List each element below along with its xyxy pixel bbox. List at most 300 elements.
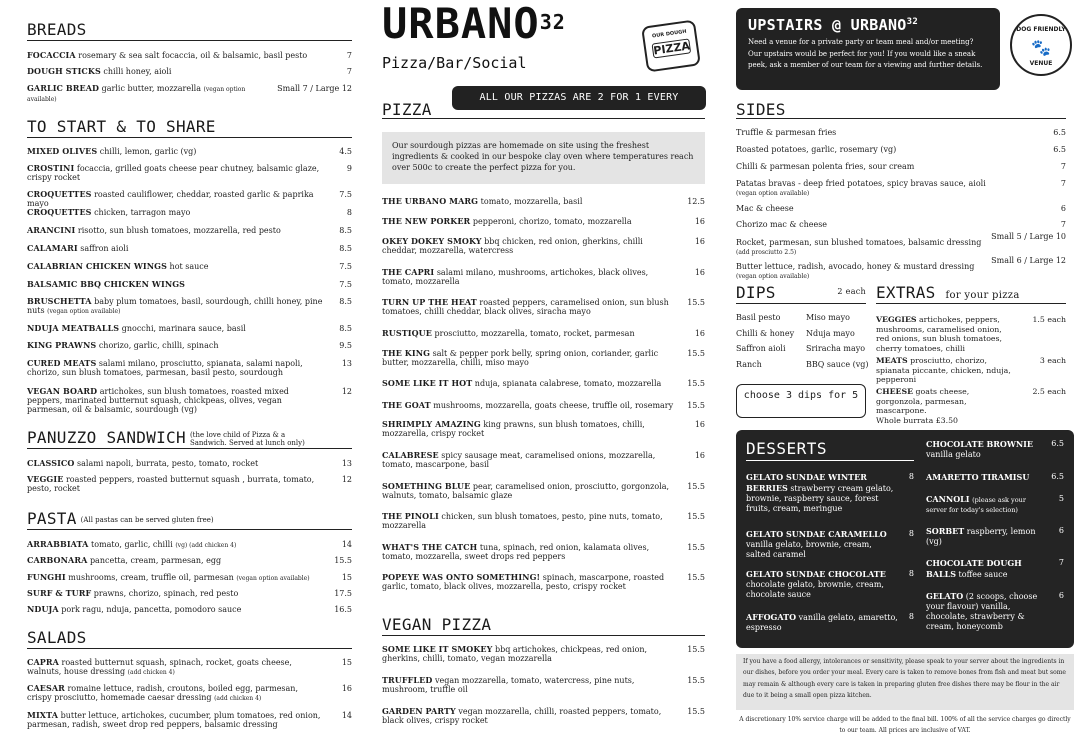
- dessert-name: CHOCOLATE DOUGH BALLS: [926, 558, 1022, 579]
- menu-item: [27, 459, 352, 468]
- item-name: GARLIC BREAD: [27, 83, 100, 93]
- menu-item: [382, 451, 705, 469]
- item-price: 15.5: [687, 349, 705, 358]
- item-text: [382, 420, 705, 438]
- item-name: DOUGH STICKS: [27, 66, 101, 76]
- menu-item: [27, 711, 352, 729]
- item-price: 15: [341, 658, 352, 667]
- item-text: [382, 451, 705, 469]
- menu-item: [27, 589, 352, 598]
- dessert-item: [926, 439, 1064, 460]
- logo-name: URBANO: [382, 0, 540, 48]
- item-name: RUSTIQUE: [382, 328, 432, 338]
- dessert-text: [926, 472, 1064, 483]
- dessert-name: AMARETTO TIRAMISU: [926, 472, 1030, 482]
- side-item: [736, 204, 1066, 213]
- menu-item: [27, 658, 352, 677]
- item-description: mushrooms, mozzarella, goats cheese, truffle oil, rosemary: [433, 401, 674, 410]
- side-item: [736, 256, 1066, 281]
- dessert-name: SORBET: [926, 526, 965, 536]
- side-description: Chorizo mac & cheese: [736, 220, 828, 229]
- item-name: CAPRA: [27, 657, 59, 667]
- item-price: 16: [341, 684, 352, 693]
- upstairs-box: [736, 8, 1000, 90]
- dessert-item: [926, 494, 1064, 515]
- item-name: VEGAN BOARD: [27, 386, 98, 396]
- pasta-title: PASTA: [27, 509, 77, 528]
- item-name: VEGGIE: [27, 474, 64, 484]
- item-price: 8: [346, 208, 352, 217]
- item-description: baby plum tomatoes, basil, sourdough, chilli honey, pine nuts: [27, 297, 323, 316]
- item-name: THE CAPRI: [382, 267, 435, 277]
- menu-item: [382, 543, 705, 561]
- dessert-price: 8: [908, 472, 914, 481]
- dessert-description: vanilla gelato: [926, 450, 981, 459]
- side-price: 7: [1060, 179, 1066, 188]
- stamp-top-text: OUR DOUGH: [651, 28, 687, 40]
- item-note: (vegan option available): [27, 86, 246, 104]
- item-description: butter lettuce, artichokes, cucumber, plum tomatoes, red onion, parmesan, radish, sweet drop red peppers, balsamic dressing: [27, 711, 321, 730]
- item-description: risotto, sun blush tomatoes, mozzarella, red pesto: [77, 226, 281, 235]
- dip-item: Saffron aioli: [736, 344, 786, 353]
- item-text: [382, 298, 705, 316]
- dessert-item: [926, 472, 1064, 483]
- side-item: [736, 145, 1066, 154]
- extras-title: EXTRAS: [876, 283, 936, 302]
- vegan-heading: VEGAN PIZZA: [382, 615, 705, 636]
- item-price: 8.5: [339, 324, 352, 333]
- extra-description: goats cheese, gorgonzola, parmesan, mascarpone.: [876, 387, 970, 416]
- menu-item: [27, 605, 352, 614]
- item-name: SURF & TURF: [27, 588, 92, 598]
- item-text: [27, 341, 352, 350]
- item-description: salami napoli, burrata, pesto, tomato, rocket: [77, 459, 259, 468]
- side-price: Small 5 / Large 10: [991, 232, 1066, 241]
- upstairs-title-text: UPSTAIRS @ URBANO: [748, 16, 907, 34]
- dessert-text: [926, 494, 1064, 515]
- item-text: [27, 556, 352, 565]
- item-description: pancetta, cream, parmesan, egg: [89, 556, 222, 565]
- desserts-box: [736, 430, 1074, 648]
- item-name: CURED MEATS: [27, 358, 97, 368]
- menu-item: [382, 482, 705, 500]
- item-name: NDUJA: [27, 604, 59, 614]
- item-price: 15.5: [687, 573, 705, 582]
- pizza-divider: [382, 118, 705, 119]
- side-description: Patatas bravas - deep fried potatoes, spicy bravas sauce, aioli: [736, 179, 986, 188]
- item-description: tuna, spinach, red onion, kalamata olives, tomato, mozzarella, sweet drops red peppers: [382, 543, 650, 562]
- item-text: [382, 512, 705, 530]
- menu-item: [27, 280, 352, 289]
- item-name: SOME LIKE IT SMOKEY: [382, 644, 493, 654]
- logo-sup: 32: [539, 10, 566, 34]
- item-text: [27, 51, 352, 60]
- item-price: 15.5: [334, 556, 352, 565]
- menu-item: [27, 190, 352, 208]
- item-description: hot sauce: [169, 262, 209, 271]
- dips-heading: [736, 283, 866, 304]
- dessert-name: GELATO SUNDAE CARAMELLO: [746, 529, 887, 539]
- dog-friendly-icon: [1010, 14, 1072, 76]
- item-name: NDUJA MEATBALLS: [27, 323, 120, 333]
- item-text: [27, 589, 352, 598]
- item-text: [27, 387, 352, 415]
- item-text: [382, 645, 705, 663]
- item-price: 12: [341, 475, 352, 484]
- tagline: Pizza/Bar/Social: [382, 54, 527, 72]
- item-text: [382, 217, 705, 226]
- item-description: garlic butter, mozzarella: [101, 84, 201, 93]
- item-price: 8.5: [339, 226, 352, 235]
- menu-item: [27, 475, 352, 493]
- dessert-description: strawberry cream gelato, brownie, raspberry sauce, forest fruits, cream, meringue: [746, 484, 894, 513]
- item-name: GARDEN PARTY: [382, 706, 456, 716]
- dessert-name: GELATO: [926, 591, 964, 601]
- item-text: [27, 359, 352, 377]
- side-price: 6.5: [1053, 128, 1066, 137]
- item-description: king prawns, sun blush tomatoes, chilli, mozzarella, crispy rocket: [382, 420, 645, 439]
- dog-bottom-text: VENUE: [1029, 60, 1053, 67]
- item-price: 16: [694, 451, 705, 460]
- item-description: vegan mozzarella, chilli, roasted peppers, tomato, black olives, crispy rocket: [382, 707, 662, 726]
- item-price: 8.5: [339, 244, 352, 253]
- item-name: CALABRESE: [382, 450, 439, 460]
- dessert-description: chocolate gelato, brownie, cream, chocolate sauce: [746, 580, 884, 599]
- dessert-price: 8: [908, 529, 914, 538]
- item-note: (vegan option available): [47, 308, 121, 316]
- menu-item: [27, 208, 352, 217]
- side-price: 7: [1060, 220, 1066, 229]
- item-description: roasted cauliflower, cheddar, roasted garlic & paprika mayo: [27, 190, 314, 209]
- dip-item: Sriracha mayo: [806, 344, 866, 353]
- extra-item: [876, 315, 1066, 353]
- dessert-price: 5: [1058, 494, 1064, 503]
- side-item: [736, 220, 1066, 229]
- item-description: pork ragu, nduja, pancetta, pomodoro sauce: [61, 605, 242, 614]
- item-price: 8.5: [339, 297, 352, 306]
- item-text: [27, 324, 352, 333]
- side-description: Rocket, parmesan, sun blushed tomatoes, balsamic dressing: [736, 238, 982, 247]
- item-text: [27, 226, 352, 235]
- item-name: FUNGHI: [27, 572, 66, 582]
- extra-name: CHEESE: [876, 387, 914, 396]
- item-price: 14: [341, 540, 352, 549]
- dip-item: Miso mayo: [806, 313, 850, 322]
- item-description: rosemary & sea salt focaccia, oil & balsamic, basil pesto: [78, 51, 308, 60]
- item-text: [382, 401, 705, 410]
- item-note: (vegan option available): [236, 575, 310, 582]
- item-description: pear, caramelised onion, prosciutto, gorgonzola, walnuts, tomato, balsamic glaze: [382, 482, 670, 501]
- panuzzo-heading: [27, 428, 352, 449]
- upstairs-sup: 32: [906, 17, 919, 27]
- menu-item: [27, 262, 352, 271]
- dessert-item: [926, 526, 1064, 547]
- menu-item: [382, 379, 705, 388]
- item-price: 15.5: [687, 707, 705, 716]
- side-description: Truffle & parmesan fries: [736, 128, 837, 137]
- item-price: 15.5: [687, 512, 705, 521]
- item-price: 16: [694, 420, 705, 429]
- menu-item: [27, 341, 352, 350]
- choose-dips-box: choose 3 dips for 5: [736, 384, 866, 418]
- item-name: FOCACCIA: [27, 50, 76, 60]
- item-text: [27, 540, 352, 550]
- item-price: 13: [341, 359, 352, 368]
- extra-text: [876, 356, 1066, 385]
- menu-item: [27, 84, 352, 104]
- item-price: 9.5: [339, 341, 352, 350]
- item-description: tomato, garlic, chilli: [91, 540, 173, 549]
- item-text: [27, 262, 352, 271]
- menu-item: [382, 401, 705, 410]
- item-note: (add chicken 4): [127, 669, 175, 677]
- dessert-price: 6.5: [1051, 472, 1064, 481]
- menu-item: [382, 707, 705, 725]
- dessert-text: [926, 439, 1064, 460]
- menu-item: [382, 420, 705, 438]
- item-name: SOMETHING BLUE: [382, 481, 471, 491]
- paw-icon: 🐾: [1031, 38, 1051, 57]
- item-description: chicken, sun blush tomatoes, pesto, pine nuts, tomato, mozzarella: [382, 512, 663, 531]
- dessert-item: [746, 472, 914, 514]
- item-price: 12.5: [687, 197, 705, 206]
- item-price: 15: [341, 573, 352, 582]
- item-text: [27, 297, 352, 316]
- item-price: 7.5: [339, 262, 352, 271]
- item-text: [382, 197, 705, 206]
- item-name: OKEY DOKEY SMOKY: [382, 236, 482, 246]
- thursday-promo-badge: ALL OUR PIZZAS ARE 2 FOR 1 EVERY THURSDAY: [452, 86, 706, 110]
- extra-name: VEGGIES: [876, 315, 917, 324]
- menu-item: [27, 244, 352, 253]
- item-description: bbq chicken, red onion, gherkins, chilli cheddar, mozzarella, watercress: [382, 237, 643, 256]
- menu-item: [382, 676, 705, 694]
- extra-description: artichokes, peppers, mushrooms, caramelised onion, red onions, sun blush tomatoes, cherry tomatoes, chilli: [876, 315, 1003, 353]
- dessert-price: 8: [908, 569, 914, 578]
- dips-price: 2 each: [837, 287, 866, 296]
- menu-item: [382, 349, 705, 367]
- item-description: roasted peppers, caramelised onion, sun blush tomatoes, chilli cheddar, black olives, siracha mayo: [382, 298, 669, 317]
- item-price: 15.5: [687, 298, 705, 307]
- upstairs-body: Need a venue for a private party or team meal and/or meeting? Our upstairs would be perfect for you! If you would like a sneak peek, ask a member of our team for a viewing and further details.: [748, 38, 983, 69]
- item-text: [27, 573, 352, 583]
- item-name: THE URBANO MARG: [382, 196, 479, 206]
- item-description: saffron aioli: [80, 244, 129, 253]
- dessert-price: 8: [908, 612, 914, 621]
- item-name: POPEYE WAS ONTO SOMETHING!: [382, 572, 541, 582]
- item-price: 16: [694, 237, 705, 246]
- item-text: [382, 379, 705, 388]
- item-name: CAESAR: [27, 683, 65, 693]
- item-description: mushrooms, cream, truffle oil, parmesan: [68, 573, 234, 582]
- menu-item: [27, 684, 352, 703]
- side-text: [736, 204, 1066, 213]
- menu-item: [27, 51, 352, 60]
- sides-divider: [736, 118, 1066, 119]
- item-text: [27, 658, 352, 677]
- menu-item: [382, 197, 705, 206]
- item-description: chorizo, garlic, chilli, spinach: [98, 341, 219, 350]
- item-text: [382, 573, 705, 591]
- panuzzo-subtitle: (the love child of Pizza & a Sandwich. Served at lunch only): [189, 430, 305, 447]
- extra-price: 1.5 each: [1032, 315, 1066, 324]
- menu-item: [27, 226, 352, 235]
- side-price: 7: [1060, 162, 1066, 171]
- item-name: THE PINOLI: [382, 511, 439, 521]
- item-name: CROSTINI: [27, 163, 75, 173]
- item-description: nduja, spianata calabrese, tomato, mozzarella: [474, 379, 662, 388]
- item-name: TURN UP THE HEAT: [382, 297, 477, 307]
- dessert-description: vanilla gelato, amaretto, espresso: [746, 613, 898, 632]
- desserts-heading: DESSERTS: [746, 439, 914, 461]
- item-price: 7.5: [339, 190, 352, 199]
- dips-title: DIPS: [736, 283, 776, 302]
- item-description: chilli honey, aioli: [103, 67, 172, 76]
- sides-heading: SIDES: [736, 100, 786, 119]
- menu-item: [27, 556, 352, 565]
- side-item: [736, 232, 1066, 257]
- item-price: 4.5: [339, 147, 352, 156]
- panuzzo-title: PANUZZO SANDWICH: [27, 428, 186, 447]
- side-item: [736, 179, 1066, 198]
- item-description: gnocchi, marinara sauce, basil: [121, 324, 246, 333]
- pasta-heading: [27, 509, 352, 530]
- item-description: pepperoni, chorizo, tomato, mozzarella: [472, 217, 632, 226]
- menu-item: [382, 573, 705, 591]
- item-name: CROQUETTES: [27, 189, 92, 199]
- menu-item: [27, 359, 352, 377]
- item-text: [27, 208, 352, 217]
- item-description: romaine lettuce, radish, croutons, boiled egg, parmesan, crispy prosciutto, homemade caesar dressing: [27, 684, 298, 703]
- item-description: salami milano, prosciutto, spianata, salami napoli, chorizo, sun blush tomatoes, parmesan, basil pesto, sourdough: [27, 359, 303, 378]
- item-price: 16: [694, 217, 705, 226]
- dessert-text: [746, 612, 914, 633]
- item-name: MIXED OLIVES: [27, 146, 98, 156]
- item-description: tomato, mozzarella, basil: [480, 197, 583, 206]
- side-text: [736, 220, 1066, 229]
- item-name: TRUFFLED: [382, 675, 433, 685]
- item-price: 7: [346, 67, 352, 76]
- item-name: THE KING: [382, 348, 431, 358]
- item-price: 15.5: [687, 379, 705, 388]
- dessert-description: raspberry, lemon (vg): [926, 527, 1036, 546]
- item-text: [27, 475, 352, 493]
- item-name: CARBONARA: [27, 555, 88, 565]
- item-name: ARANCINI: [27, 225, 76, 235]
- item-price: 9: [346, 164, 352, 173]
- side-item: [736, 128, 1066, 137]
- item-text: [27, 190, 352, 208]
- item-text: [27, 244, 352, 253]
- dessert-name: GELATO SUNDAE WINTER BERRIES: [746, 472, 867, 493]
- item-price: 12: [341, 387, 352, 396]
- pizza-stamp-icon: [641, 19, 701, 72]
- dip-item: BBQ sauce (vg): [806, 359, 869, 369]
- dessert-item: [926, 558, 1064, 580]
- dessert-name: CHOCOLATE BROWNIE: [926, 439, 1033, 449]
- dessert-text: [926, 591, 1064, 632]
- item-description: roasted butternut squash, spinach, rocket, goats cheese, walnuts, house dressing: [27, 658, 292, 677]
- dip-item: Nduja mayo: [806, 328, 855, 338]
- dessert-text: [926, 526, 1064, 547]
- dessert-price: 6: [1058, 591, 1064, 600]
- extra-price: 3 each: [1039, 356, 1066, 365]
- item-name: MIXTA: [27, 710, 59, 720]
- dessert-item: [746, 529, 914, 560]
- item-name: ARRABBIATA: [27, 539, 89, 549]
- item-description: salami milano, mushrooms, artichokes, black olives, tomato, mozzarella: [382, 268, 649, 287]
- dessert-description: toffee sauce: [958, 570, 1008, 579]
- item-price: Small 7 / Large 12: [277, 84, 352, 93]
- item-price: 16: [694, 329, 705, 338]
- side-description: Chilli & parmesan polenta fries, sour cream: [736, 162, 915, 171]
- dessert-price: 7: [1058, 558, 1064, 567]
- menu-item: [382, 512, 705, 530]
- menu-item: [27, 573, 352, 583]
- start-heading: TO START & TO SHARE: [27, 117, 352, 138]
- item-name: CALABRIAN CHICKEN WINGS: [27, 261, 167, 271]
- side-description: Mac & cheese: [736, 204, 794, 213]
- item-price: 7.5: [339, 280, 352, 289]
- item-text: [27, 67, 352, 76]
- item-name: SOME LIKE IT HOT: [382, 378, 473, 388]
- dessert-description: (please ask your server for today's selection): [926, 496, 1026, 514]
- side-text: [736, 128, 1066, 137]
- dessert-description: vanilla gelato, brownie, cream, salted caramel: [746, 540, 872, 559]
- side-description: Butter lettuce, radish, avocado, honey & mustard dressing: [736, 262, 975, 271]
- item-name: THE NEW PORKER: [382, 216, 471, 226]
- item-description: focaccia, grilled goats cheese pear chutney, balsamic glaze, crispy rocket: [27, 164, 320, 183]
- dip-item: Chilli & honey: [736, 328, 795, 338]
- dip-item: Ranch: [736, 359, 762, 369]
- dessert-text: [746, 529, 914, 560]
- salads-heading: SALADS: [27, 628, 352, 649]
- upstairs-title: [748, 16, 988, 34]
- item-description: roasted peppers, roasted butternut squash , burrata, tomato, pesto, rocket: [27, 475, 315, 494]
- item-description: prawns, chorizo, spinach, red pesto: [93, 589, 239, 598]
- menu-item: [382, 217, 705, 226]
- item-text: [382, 543, 705, 561]
- service-charge-note: A discretionary 10% service charge will be added to the final bill. 100% of all the service charges go directly to our team. All prices are inclusive of VAT.: [739, 716, 1071, 734]
- item-name: CALAMARI: [27, 243, 78, 253]
- item-description: vegan mozzarella, tomato, watercress, pine nuts, mushroom, truffle oil: [382, 676, 635, 695]
- menu-item: [382, 645, 705, 663]
- item-text: [27, 147, 352, 156]
- dessert-text: [926, 558, 1064, 580]
- item-description: artichokes, sun blush tomatoes, roasted mixed peppers, marinated butternut squash, chickpeas, olives, vegan parmesan, oil & balsamic, sourdough (vg): [27, 387, 289, 415]
- item-text: [382, 676, 705, 694]
- dessert-description: (2 scoops, choose your flavour) vanilla, chocolate, strawberry & cream, honeycomb: [926, 592, 1038, 631]
- menu-item: [27, 540, 352, 550]
- item-text: [27, 711, 352, 729]
- side-price: 6: [1060, 204, 1066, 213]
- dessert-name: AFFOGATO: [746, 612, 797, 622]
- side-note: (vegan option available): [736, 190, 810, 198]
- dessert-item: [746, 612, 914, 633]
- item-note: (add chicken 4): [214, 695, 262, 703]
- side-description: Roasted potatoes, garlic, rosemary (vg): [736, 145, 897, 154]
- extra-description: prosciutto, chorizo, spianata piccante, chicken, nduja, pepperoni: [876, 356, 1011, 385]
- side-text: [736, 179, 1066, 198]
- item-text: [27, 605, 352, 614]
- extra-price: 2.5 each: [1032, 387, 1066, 396]
- dessert-text: [746, 472, 914, 514]
- item-text: [382, 268, 705, 286]
- item-name: SHRIMPLY AMAZING: [382, 419, 481, 429]
- menu-item: [27, 67, 352, 76]
- extra-name: MEATS: [876, 356, 908, 365]
- item-price: 14: [341, 711, 352, 720]
